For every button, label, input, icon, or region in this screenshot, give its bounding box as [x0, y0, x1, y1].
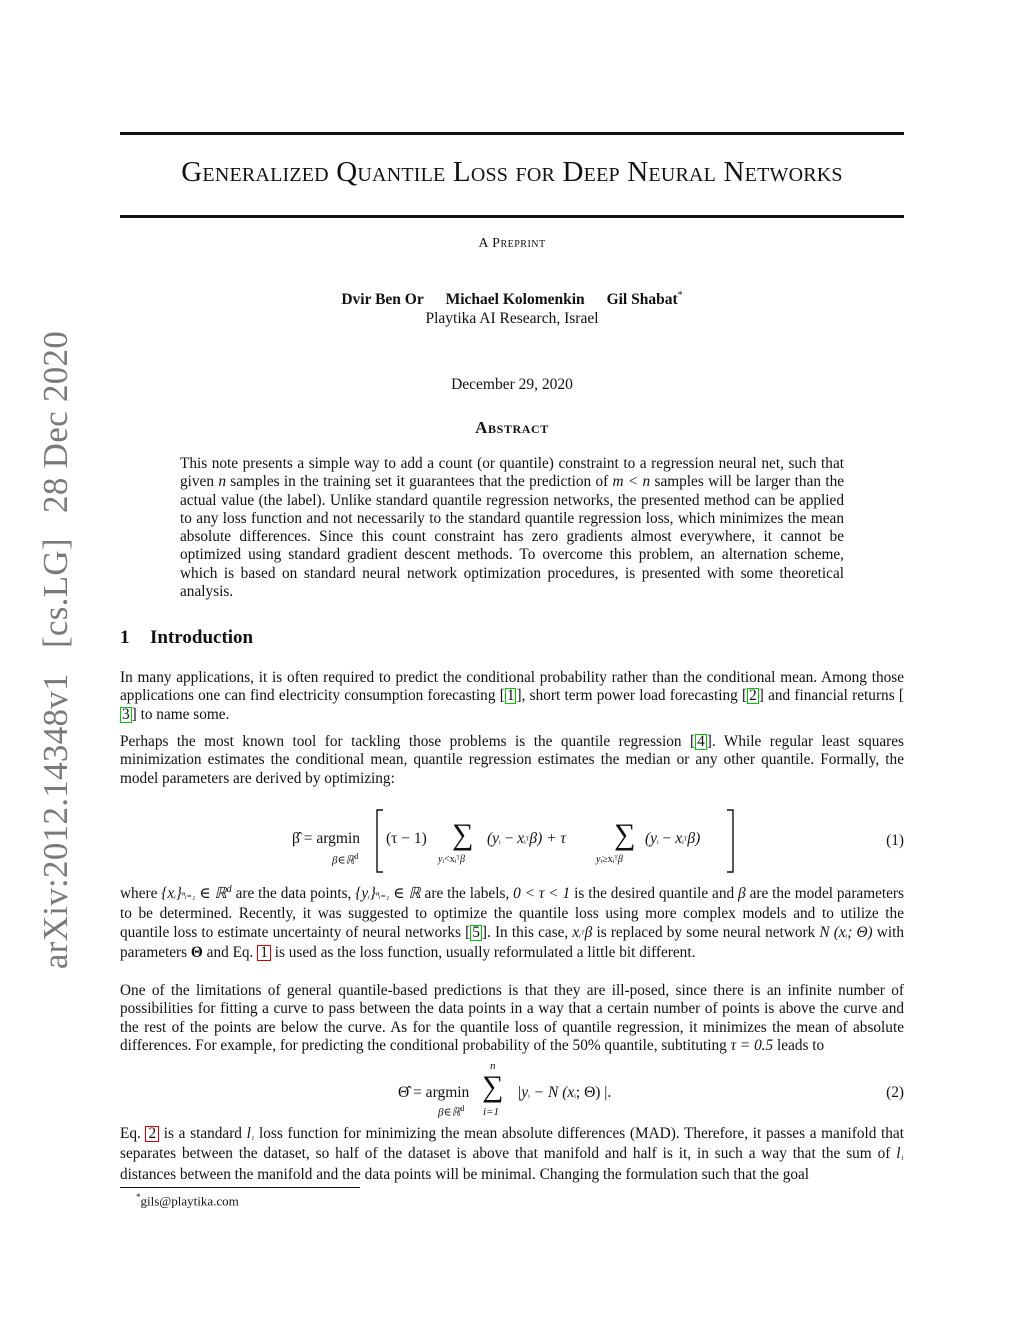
author-name: Michael Kolomenkin	[445, 291, 585, 309]
sum-body: |yᵢ − N (xᵢ; Θ) |.	[517, 1084, 612, 1101]
preprint-label: A Preprint	[478, 236, 546, 251]
arxiv-date: 28 Dec 2020	[36, 330, 75, 513]
title-rule-bottom	[120, 215, 904, 218]
paper-date: December 29, 2020	[451, 376, 573, 393]
abstract-heading: Abstract	[475, 418, 549, 437]
paragraph: One of the limitations of general quantile-based predictions is that they are ill-posed, since there is an infinite number of possibilities for fitting a curve to pass between the data points in a way that a certain number of points is above the curve and the rest of the points are below the curve. As for the quantile loss of quantile regression, it minimizes the mean of absolute differences. For example, for predicting the conditional probability of the 50% quantile, subtituting τ = 0.5 leads to	[120, 982, 904, 1054]
sum-body: (yᵢ − xᵢᵀβ)	[645, 830, 701, 847]
sum-symbol: ∑	[452, 818, 474, 851]
equation-tau-term: (τ − 1)	[386, 830, 427, 847]
citation-link[interactable]: 3	[122, 705, 130, 723]
title-rule-top	[120, 132, 904, 135]
sum-lower-limit: i=1	[483, 1106, 499, 1118]
author-list	[120, 290, 904, 309]
sum-body: (yᵢ − xᵢᵀβ) + τ	[487, 830, 566, 847]
section-heading	[120, 627, 253, 649]
author-name: Dvir Ben Or	[341, 291, 424, 309]
equation-number: (2)	[886, 1084, 904, 1101]
arxiv-sidebar-stamp	[36, 323, 76, 977]
paragraph: where {xᵢ}ⁿᵢ₌₁ ∈ ℝ$^d$ are the data points, {yᵢ}ⁿᵢ₌₁ ∈ ℝ are the labels, 0 < τ < 1 is the desired quantile and β are the model parameters to be determined. Recently, it was suggested to optimize the quantile loss using more complex models and to utilize the quantile loss to estimate uncertainty of neural networks [ 5 ]. In this case, xᵢᵀβ is replaced by some neural network N (xᵢ; Θ) with parameters Θ and Eq. 1 is used as the loss function, usually reformulated a little bit different.	[120, 884, 904, 961]
footnote	[136, 1192, 239, 1209]
paragraph: In many applications, it is often required to predict the conditional probability rather than the conditional mean. Among those applications one can find electricity consumption forecasting [ 1 ], short term power load forecasting [ 2 ] and financial returns [3 ] to name some.	[120, 669, 904, 723]
arxiv-id: arXiv:2012.14348v1	[36, 673, 75, 970]
footnote-mark: *	[136, 1192, 141, 1202]
footnote-marker[interactable]: *	[677, 290, 683, 301]
footnote-email[interactable]: gils@playtika.com	[140, 1193, 239, 1209]
equation-1	[120, 808, 904, 874]
arxiv-category: [cs.LG]	[36, 538, 75, 649]
equation-2	[120, 1060, 904, 1122]
sum-upper-limit: n	[490, 1060, 496, 1072]
sum-symbol: ∑	[614, 818, 636, 851]
citation-link[interactable]: 5	[472, 923, 480, 941]
section-number: 1	[120, 627, 130, 648]
paper-title: Generalized Quantile Loss for Deep Neural Networks	[181, 156, 843, 188]
equation-argmin-subscript: β∈ℝ$^d$	[438, 1104, 465, 1119]
sum-symbol: ∑	[482, 1070, 504, 1103]
affiliation: Playtika AI Research, Israel	[425, 310, 599, 327]
author-name: Gil Shabat*	[606, 290, 683, 309]
citation-link[interactable]: 4	[697, 733, 705, 750]
sum-subscript: yᵢ≥xᵢᵀβ	[596, 854, 623, 865]
equation-lhs: Θ̂ = argmin	[398, 1084, 470, 1101]
paragraph: Perhaps the most known tool for tackling those problems is the quantile regression [ 4 ]. While regular least squares minimization estimates the conditional mean, quantile regression estimates the median or any other quantile. Formally, the model parameters are derived by optimizing:	[120, 733, 904, 787]
section-title: Introduction	[150, 627, 254, 648]
equation-number: (1)	[886, 832, 904, 849]
sum-subscript: yᵢ<xᵢᵀβ	[438, 854, 465, 865]
abstract-text: This note presents a simple way to add a count (or quantile) constraint to a regression neural net, such that given n samples in the training set it guarantees that the prediction of m < n samples will be larger than the actual value (the label). Unlike standard quantile regression networks, the presented method can be applied to any loss function and not necessarily to the standard quantile regression loss, which minimizes the mean absolute differences. Since this count constraint has zero gradients almost everywhere, it cannot be optimized using standard gradient descent methods. To overcome this problem, an alternation scheme, which is based on standard neural network optimization procedures, is presented with some theoretical analysis.	[180, 455, 845, 601]
citation-link[interactable]: 2	[749, 687, 757, 705]
equation-reference-link[interactable]: 2	[145, 1126, 159, 1142]
paragraph: Eq. 2 is a standard l₁ loss function for minimizing the mean absolute differences (MAD). Therefore, it passes a manifold that separates between the dataset, so half of the dataset is above that manifold and half is it, in such a way that the sum of l₁ distances between the manifold and the data points will be minimal. Changing the formulation such that the goal	[120, 1125, 904, 1183]
equation-lhs: β̂ = argmin	[292, 830, 361, 847]
citation-link[interactable]: 1	[506, 687, 515, 705]
equation-reference-link[interactable]: 1	[257, 945, 271, 961]
equation-argmin-subscript: β∈ℝ$^d$	[332, 852, 359, 867]
footnote-rule	[120, 1187, 360, 1188]
